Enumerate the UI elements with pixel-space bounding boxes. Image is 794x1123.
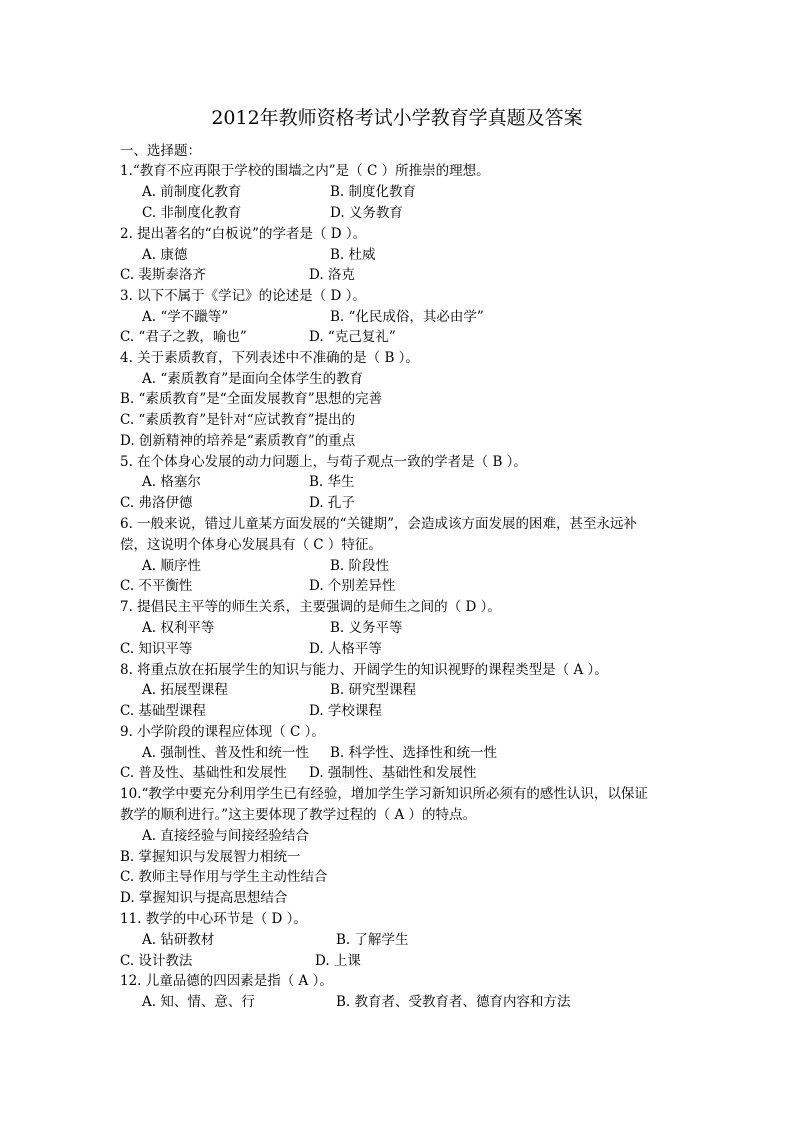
question-8-option-d: D. 学校课程: [309, 703, 382, 719]
question-6-stem-line1: 6. 一般来说，错过儿童某方面发展的“关键期”，会造成该方面发展的困难，甚至永远补: [120, 516, 637, 532]
question-3-option-d: D. “克己复礼”: [309, 329, 396, 345]
question-2-option-d: D. 洛克: [309, 267, 355, 283]
question-9-stem: 9. 小学阶段的课程应体现（ C ）。: [120, 724, 325, 740]
question-3-option-b: B. “化民成俗，其必由学”: [330, 309, 484, 325]
question-12-stem: 12. 儿童品德的四因素是指（ A ）。: [120, 973, 333, 989]
question-6-option-a: A. 顺序性: [142, 558, 201, 574]
question-2-option-a: A. 康德: [142, 247, 188, 263]
question-10-stem-line1: 10.“教学中要充分利用学生已有经验，增加学生学习新知识所必须有的感性认识，以保证: [120, 786, 648, 802]
question-3-option-a: A. “学不躐等”: [142, 309, 229, 325]
question-9-option-a: A. 强制性、普及性和统一性: [142, 745, 309, 761]
question-6-option-d: D. 个别差异性: [309, 578, 396, 594]
question-11-stem: 11. 教学的中心环节是（ D ）。: [120, 911, 307, 927]
question-10-option-d: D. 掌握知识与提高思想结合: [120, 890, 288, 906]
question-4-option-d: D. 创新精神的培养是“素质教育”的重点: [120, 433, 356, 449]
question-5-option-a: A. 格塞尔: [142, 474, 201, 490]
question-8-option-b: B. 研究型课程: [330, 682, 417, 698]
question-5-stem: 5. 在个体身心发展的动力问题上，与荀子观点一致的学者是（ B ）。: [120, 454, 527, 470]
question-12-option-b: B. 教育者、受教育者、德育内容和方法: [336, 994, 571, 1010]
question-7-option-b: B. 义务平等: [330, 620, 403, 636]
question-8-stem: 8. 将重点放在拓展学生的知识与能力、开阔学生的知识视野的课程类型是（ A ）。: [120, 662, 608, 678]
question-3-option-c: C. “君子之教，喻也”: [120, 329, 247, 345]
question-1-stem: 1.“教育不应再限于学校的围墙之内”是（ C ）所推崇的理想。: [120, 163, 490, 179]
question-6-option-b: B. 阶段性: [330, 558, 390, 574]
question-1-option-b: B. 制度化教育: [330, 184, 417, 200]
question-1-option-c: C. 非制度化教育: [142, 205, 242, 221]
question-5-option-b: B. 华生: [309, 474, 355, 490]
question-6-option-c: C. 不平衡性: [120, 578, 193, 594]
question-5-option-d: D. 孔子: [309, 495, 355, 511]
question-1-option-d: D. 义务教育: [330, 205, 403, 221]
question-1-option-a: A. 前制度化教育: [142, 184, 242, 200]
question-9-option-b: B. 科学性、选择性和统一性: [330, 745, 498, 761]
question-9-option-c: C. 普及性、基础性和发展性: [120, 765, 287, 781]
question-11-option-c: C. 设计教法: [120, 953, 193, 969]
question-11-option-a: A. 钻研教材: [142, 932, 215, 948]
question-7-stem: 7. 提倡民主平等的师生关系，主要强调的是师生之间的（ D ）。: [120, 599, 501, 615]
question-10-option-c: C. 教师主导作用与学生主动性结合: [120, 869, 328, 885]
question-2-option-b: B. 杜威: [330, 247, 376, 263]
question-11-option-b: B. 了解学生: [336, 932, 409, 948]
page-title: 2012年教师资格考试小学教育学真题及答案: [211, 107, 583, 129]
question-7-option-a: A. 权利平等: [142, 620, 215, 636]
question-8-option-a: A. 拓展型课程: [142, 682, 228, 698]
question-4-option-a: A. “素质教育”是面向全体学生的教育: [142, 371, 364, 387]
question-10-option-a: A. 直接经验与间接经验结合: [142, 828, 309, 844]
question-7-option-c: C. 知识平等: [120, 641, 193, 657]
question-9-option-d: D. 强制性、基础性和发展性: [309, 765, 477, 781]
question-3-stem: 3. 以下不属于《学记》的论述是（ D ）。: [120, 288, 366, 304]
question-10-stem-line2: 教学的顺利进行。”这主要体现了教学过程的（ A ）的特点。: [120, 807, 476, 823]
question-10-option-b: B. 掌握知识与发展智力相统一: [120, 849, 301, 865]
question-4-stem: 4. 关于素质教育，下列表述中不准确的是（ B ）。: [120, 350, 419, 366]
question-2-option-c: C. 裴斯泰洛齐: [120, 267, 206, 283]
question-12-option-a: A. 知、情、意、行: [142, 994, 255, 1010]
question-2-stem: 2. 提出著名的“白板说”的学者是（ D ）。: [120, 226, 367, 242]
question-4-option-c: C. “素质教育”是针对“应试教育”提出的: [120, 412, 356, 428]
question-6-stem-line2: 偿，这说明个体身心发展具有（ C ）特征。: [120, 537, 382, 553]
question-8-option-c: C. 基础型课程: [120, 703, 206, 719]
section-heading: 一、选择题：: [120, 143, 201, 159]
question-4-option-b: B. “素质教育”是“全面发展教育”思想的完善: [120, 391, 383, 407]
question-7-option-d: D. 人格平等: [309, 641, 382, 657]
question-11-option-d: D. 上课: [315, 953, 361, 969]
question-5-option-c: C. 弗洛伊德: [120, 495, 193, 511]
